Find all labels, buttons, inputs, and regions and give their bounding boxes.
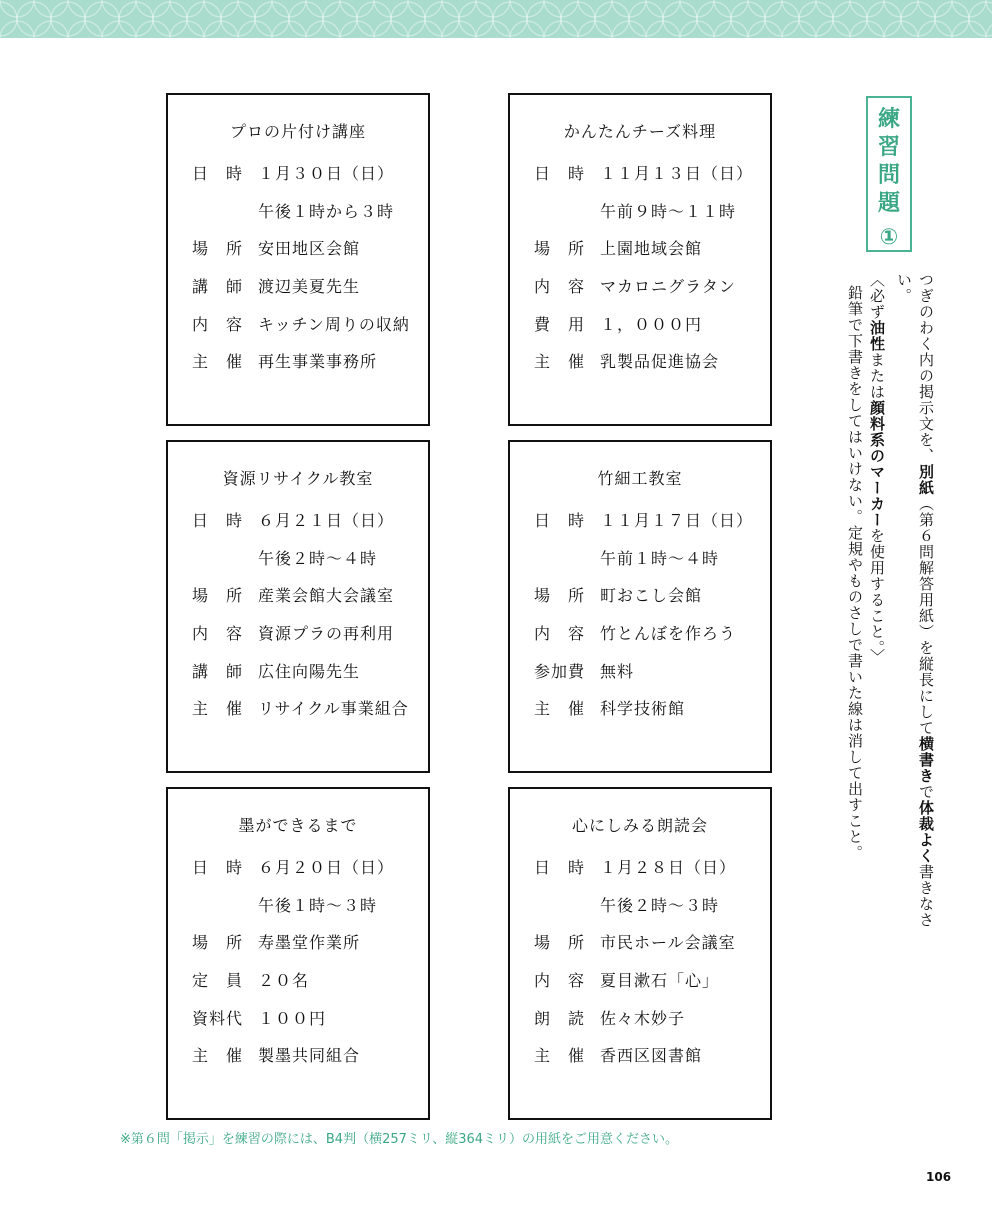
footer-note: ※第６問「掲示」を練習の際には、B4判（横257ミリ、縦364ミリ）の用紙をご用意ください。 — [120, 1132, 679, 1147]
card-row: 場 所 上園地域会館 — [534, 239, 703, 258]
card-row: 午後２時〜３時 — [600, 896, 720, 915]
notice-card-6 — [508, 787, 772, 1120]
card-row: 午後１時から３時 — [258, 202, 395, 221]
instruction-line-1: つぎのわく内の掲示文を、別紙（第６問解答用紙）を縦長にして横書きで体裁よく書きなさい。 — [895, 272, 935, 928]
heading-char: 題 — [877, 191, 900, 216]
card-row: 資料代 １００円 — [192, 1009, 327, 1028]
card-title: 資源リサイクル教室 — [222, 469, 374, 488]
card-title: プロの片付け講座 — [229, 122, 366, 141]
exercise-heading — [866, 96, 912, 252]
card-row: 主 催 リサイクル事業組合 — [192, 699, 409, 718]
card-title: 竹細工教室 — [597, 469, 683, 488]
card-title: かんたんチーズ料理 — [563, 122, 717, 141]
notice-card-2 — [508, 93, 772, 426]
card-row: 午前１時〜４時 — [600, 549, 720, 568]
card-title: 墨ができるまで — [238, 816, 358, 835]
instruction-line-3: 鉛筆で下書きをしてはいけない。定規やものさしで書いた線は消して出すこと。 — [846, 285, 864, 861]
card-row: 場 所 産業会館大会議室 — [192, 586, 395, 605]
notice-card-4 — [508, 440, 772, 773]
card-row: 講 師 広住向陽先生 — [192, 662, 361, 681]
card-row: 場 所 寿墨堂作業所 — [192, 933, 361, 952]
card-row: 内 容 キッチン周りの収納 — [192, 315, 410, 334]
heading-char: 問 — [877, 163, 900, 188]
card-row: 日 時 ６月２０日（日） — [192, 858, 395, 877]
card-row: 参加費 無料 — [534, 662, 635, 681]
notice-card-1 — [166, 93, 430, 426]
card-row: 内 容 夏目漱石「心」 — [534, 971, 720, 990]
card-row: 日 時 ６月２１日（日） — [192, 511, 395, 530]
card-row: 場 所 安田地区会館 — [192, 239, 361, 258]
card-row: 主 催 製墨共同組合 — [192, 1046, 361, 1065]
card-row: 午後１時〜３時 — [258, 896, 378, 915]
heading-char: 練 — [877, 107, 900, 132]
card-row: 日 時 １月２８日（日） — [534, 858, 737, 877]
card-row: 主 催 乳製品促進協会 — [534, 352, 720, 371]
card-row: 内 容 竹とんぼを作ろう — [534, 624, 737, 643]
card-row: 日 時 １１月１３日（日） — [534, 164, 754, 183]
instruction-line-2: 〈必ず油性または顔料系のマーカーを使用すること。〉 — [868, 272, 886, 665]
card-row: 午前９時〜１１時 — [600, 202, 737, 221]
notice-card-5 — [166, 787, 430, 1120]
card-row: 午後２時〜４時 — [258, 549, 378, 568]
card-row: 主 催 科学技術館 — [534, 699, 686, 718]
card-row: 主 催 再生事業事務所 — [192, 352, 378, 371]
card-row: 場 所 市民ホール会議室 — [534, 933, 736, 952]
card-row: 場 所 町おこし会館 — [534, 586, 703, 605]
heading-number: ① — [879, 225, 899, 250]
decorative-header-band — [0, 0, 992, 38]
card-row: 内 容 マカロニグラタン — [534, 277, 736, 296]
card-row: 主 催 香西区図書館 — [534, 1046, 703, 1065]
card-row: 講 師 渡辺美夏先生 — [192, 277, 361, 296]
card-row: 朗 読 佐々木妙子 — [534, 1009, 686, 1028]
card-row: 日 時 １月３０日（日） — [192, 164, 395, 183]
card-row: 定 員 ２０名 — [192, 971, 310, 990]
card-row: 内 容 資源プラの再利用 — [192, 624, 395, 643]
card-row: 日 時 １１月１７日（日） — [534, 511, 754, 530]
page-number: 106 — [926, 1170, 952, 1184]
card-row: 費 用 １，０００円 — [534, 315, 703, 334]
card-title: 心にしみる朗読会 — [571, 816, 708, 835]
notice-card-3 — [166, 440, 430, 773]
heading-char: 習 — [877, 135, 900, 160]
